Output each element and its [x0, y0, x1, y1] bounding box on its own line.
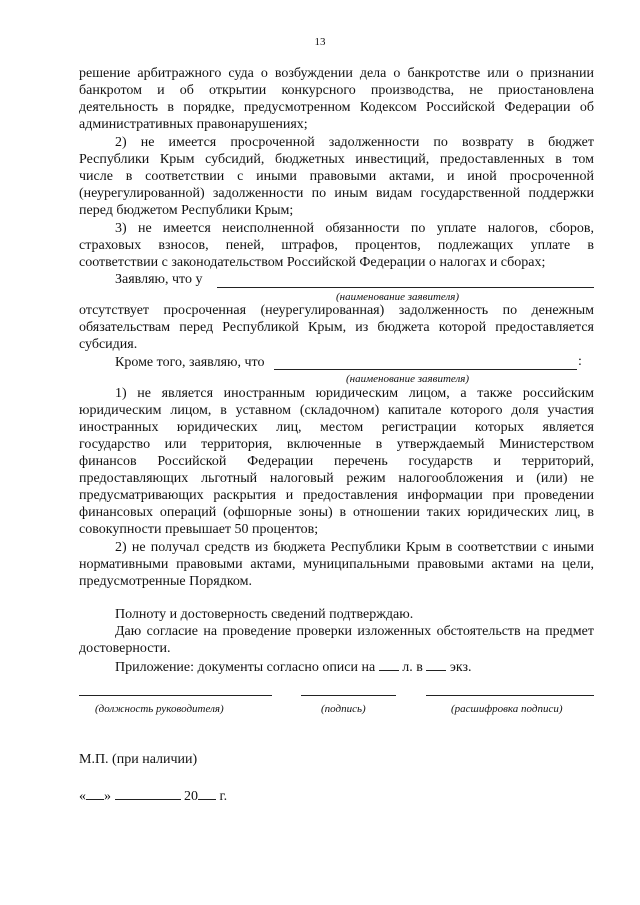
paragraph-line: финансов Российской Федерации перечень государств и территорий,	[79, 454, 594, 469]
paragraph-line: решение арбитражного суда о возбуждении дела о банкротстве или о признании	[79, 66, 594, 81]
paragraph-line: административных правонарушениях;	[79, 117, 308, 132]
appendix-pages-unit: л. в	[402, 660, 423, 675]
month-field[interactable]	[115, 787, 181, 800]
applicant-name-field[interactable]	[274, 369, 577, 370]
year-suffix: г.	[219, 789, 228, 804]
consent-line: Даю согласие на проведение проверки изложенных обстоятельств на предмет	[115, 624, 594, 639]
paragraph-line: 2) не имеется просроченной задолженности по возврату в бюджет	[115, 135, 594, 150]
paragraph-line: предусматривающих раскрытия и предоставления информации при проведении	[79, 488, 594, 503]
date-close-quote: »	[104, 789, 111, 804]
day-field[interactable]	[86, 787, 104, 800]
paragraph-line: 1) не является иностранным юридическим лицом, а также российским	[115, 386, 594, 401]
appendix-line	[115, 658, 594, 675]
paragraph-line: нормативными правовыми актами, муниципальными правовыми актами на цели,	[79, 557, 594, 572]
paragraph-line: предусмотренные Порядком.	[79, 574, 252, 589]
paragraph-line: отсутствует просроченная (неурегулированная) задолженность по денежным	[79, 303, 594, 318]
paragraph-line: субсидия.	[79, 337, 138, 352]
field-hint: (наименование заявителя)	[346, 373, 470, 385]
paragraph-line: государство или территория, включенные в утверждаемый Министерством	[79, 437, 594, 452]
copies-count-field[interactable]	[426, 658, 446, 671]
paragraph-line: 2) не получал средств из бюджета Республики Крым в соответствии с иными	[115, 540, 594, 555]
declaration-label: Кроме того, заявляю, что	[115, 355, 265, 370]
appendix-label: Приложение: документы согласно описи на	[115, 660, 376, 675]
paragraph-line: 3) не имеется неисполненной обязанности по уплате налогов, сборов,	[115, 221, 594, 236]
year-prefix: 20	[184, 789, 198, 804]
position-field[interactable]	[79, 695, 272, 696]
stamp-placeholder: М.П. (при наличии)	[79, 752, 198, 767]
declaration-line	[115, 272, 594, 287]
signature-decoding-field[interactable]	[426, 695, 594, 696]
paragraph-line: обязательствам перед Республикой Крым, из бюджета которой предоставляется	[79, 320, 594, 335]
field-hint: (наименование заявителя)	[336, 291, 460, 303]
paragraph-line: перед бюджетом Республики Крым;	[79, 203, 294, 218]
paragraph-line: деятельность в порядке, предусмотренном Кодексом Российской Федерации об	[79, 100, 594, 115]
paragraph-line: иностранных юридических лиц, местом регистрации которых является	[79, 420, 594, 435]
appendix-copies-unit: экз.	[449, 660, 472, 675]
applicant-name-field[interactable]	[217, 287, 594, 288]
paragraph-line: банкротом и об открытии конкурсного производства, не приостановлена	[79, 83, 594, 98]
position-hint: (должность руководителя)	[95, 703, 224, 715]
pages-count-field[interactable]	[379, 658, 399, 671]
paragraph-line: юридическим лицом, в уставном (складочном) капитале которого доля участия	[79, 403, 594, 418]
paragraph-line: соответствии с законодательством Российской Федерации о налогах и сборах;	[79, 255, 546, 270]
consent-line: достоверности.	[79, 641, 171, 656]
confirmation-text: Полноту и достоверность сведений подтверждаю.	[115, 607, 414, 622]
paragraph-line: страховых взносов, пеней, штрафов, процентов, подлежащих уплате в	[79, 238, 594, 253]
paragraph-line: совокупности превышает 50 процентов;	[79, 522, 319, 537]
paragraph-line: предоставляющих льготный налоговый режим налогообложения и (или) не	[79, 471, 594, 486]
paragraph-line: финансовых операций (офшорные зоны) в отношении таких юридических лиц, в	[79, 505, 594, 520]
signature-hint: (подпись)	[321, 703, 366, 715]
date-line	[79, 787, 319, 804]
paragraph-line: Республики Крым субсидий, бюджетных инвестиций, предоставленных в том	[79, 152, 594, 167]
declaration-label: Заявляю, что у	[115, 272, 203, 287]
date-open-quote: «	[79, 789, 86, 804]
colon: :	[578, 354, 582, 369]
page-number: 13	[314, 36, 326, 48]
paragraph-line: числе в соответствии с иными правовыми актами, и иной просроченной	[79, 169, 594, 184]
signature-field[interactable]	[301, 695, 396, 696]
declaration-line	[115, 355, 594, 370]
paragraph-line: (неурегулированной) задолженности по иным видам государственной поддержки	[79, 186, 594, 201]
year-field[interactable]	[198, 787, 216, 800]
decoding-hint: (расшифровка подписи)	[451, 703, 563, 715]
